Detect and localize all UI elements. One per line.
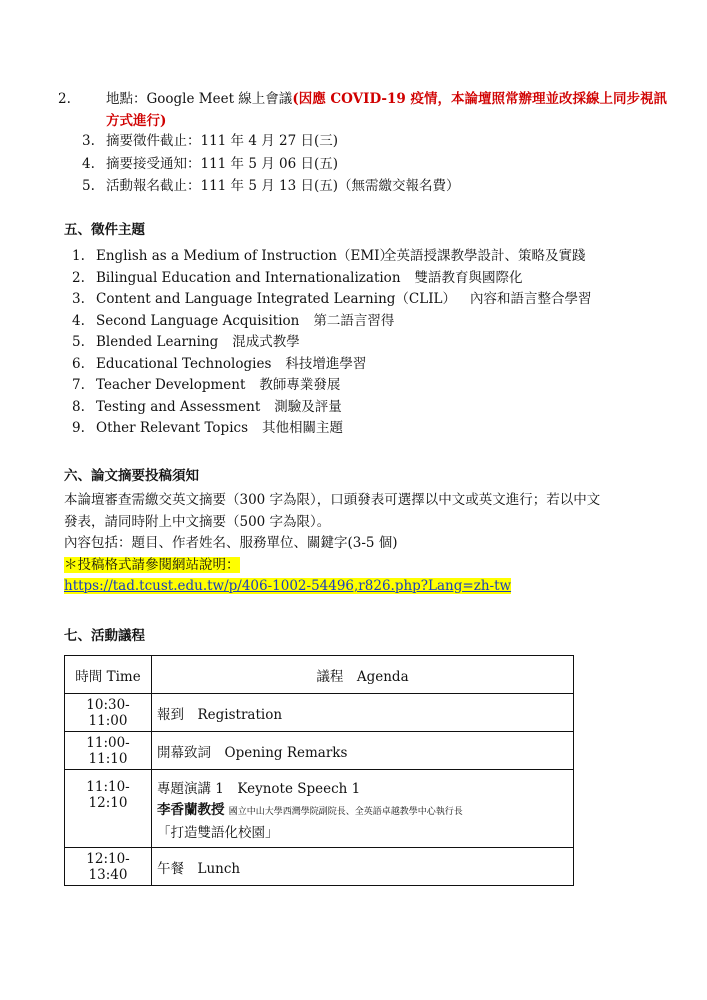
speech-title: 「打造雙語化校園」 bbox=[157, 825, 279, 841]
topic-item bbox=[72, 375, 692, 397]
table-row bbox=[65, 770, 574, 848]
table-header-row bbox=[65, 656, 574, 694]
topic-item bbox=[72, 311, 692, 333]
row-agenda: 報到 Registration bbox=[152, 694, 574, 732]
row-time: 12:10-13:40 bbox=[65, 848, 152, 886]
list-number: 1. bbox=[72, 248, 85, 264]
topic-zh: 其他相關主題 bbox=[262, 420, 344, 436]
list-number: 6. bbox=[72, 355, 85, 372]
topic-en: Blended Learning bbox=[96, 334, 219, 350]
list-number: 3. bbox=[82, 133, 95, 149]
instruction-line: 發表，請同時附上中文摘要（500 字為限）。 bbox=[64, 513, 331, 530]
list-number: 2. bbox=[58, 91, 71, 107]
section-heading-agenda: 七、活動議程 bbox=[64, 628, 145, 644]
row-agenda: 開幕致詞 Opening Remarks bbox=[152, 732, 574, 770]
agenda-table bbox=[64, 655, 574, 886]
topic-item bbox=[72, 246, 666, 268]
topic-item bbox=[72, 418, 692, 440]
row-agenda: 午餐 Lunch bbox=[152, 848, 574, 886]
list-number: 3. bbox=[72, 291, 85, 307]
submission-link[interactable]: https://tad.tcust.edu.tw/p/406-1002-54496,r826.php?Lang=zh-tw bbox=[64, 578, 512, 594]
topic-en: Content and Language Integrated Learning（CLIL） bbox=[96, 291, 456, 307]
format-note: ＊投稿格式請參閱網站說明： bbox=[64, 556, 240, 573]
submission-instructions bbox=[64, 490, 664, 598]
speaker-affiliation: 國立中山大學西灣學院副院長、全英語卓越教學中心執行長 bbox=[228, 807, 463, 817]
topic-item bbox=[72, 268, 692, 290]
row-time: 11:10-12:10 bbox=[65, 770, 152, 848]
list-item bbox=[82, 130, 676, 153]
header-time: 時間 Time bbox=[65, 656, 152, 694]
topic-zh: 雙語教育與國際化 bbox=[414, 269, 523, 286]
list-item bbox=[82, 175, 682, 198]
list-number: 5. bbox=[82, 178, 95, 194]
topic-item bbox=[72, 354, 692, 376]
list-number: 8. bbox=[72, 398, 85, 415]
row-time: 11:00-11:10 bbox=[65, 732, 152, 770]
list-text: 活動報名截止：111 年 5 月 13 日(五)（無需繳交報名費） bbox=[106, 178, 460, 194]
venue-text: 地點：Google Meet 線上會議 bbox=[106, 91, 293, 107]
list-text: 摘要接受通知：111 年 5 月 06 日(五) bbox=[106, 155, 339, 172]
topics-list bbox=[72, 246, 692, 440]
covid-note: (因應 COVID-19 疫情，本論壇照常辦理並改採線上同步視訊方式進行) bbox=[106, 91, 668, 129]
topic-en: English as a Medium of Instruction（EMI） bbox=[96, 248, 393, 264]
topic-en: Testing and Assessment bbox=[96, 398, 261, 415]
speaker-name: 李香蘭教授 bbox=[157, 802, 225, 818]
topic-zh: 全英語授課教學設計、策略及實踐 bbox=[383, 248, 586, 264]
header-agenda: 議程 Agenda bbox=[152, 656, 574, 694]
list-number: 2. bbox=[72, 269, 85, 286]
topic-en: Educational Technologies bbox=[96, 355, 272, 372]
section-heading-topics: 五、徵件主題 bbox=[64, 222, 145, 238]
content-requirements: 內容包括：題目、作者姓名、服務單位、關鍵字(3-5 個) bbox=[64, 535, 398, 551]
row-agenda-cell bbox=[152, 770, 574, 848]
list-number: 9. bbox=[72, 420, 85, 436]
row-agenda: 專題演講 1 Keynote Speech 1 bbox=[157, 781, 361, 797]
event-info-list bbox=[58, 88, 682, 132]
topic-zh: 測驗及評量 bbox=[274, 398, 342, 415]
list-number: 5. bbox=[72, 334, 85, 350]
table-row bbox=[65, 732, 574, 770]
list-text: 摘要徵件截止：111 年 4 月 27 日(三) bbox=[106, 133, 339, 149]
topic-zh: 內容和語言整合學習 bbox=[470, 291, 592, 307]
topic-item bbox=[72, 332, 692, 354]
topic-en: Second Language Acquisition bbox=[96, 312, 300, 329]
table-row bbox=[65, 848, 574, 886]
topic-zh: 混成式教學 bbox=[232, 334, 300, 350]
list-item bbox=[82, 153, 682, 176]
topic-zh: 教師專業發展 bbox=[259, 377, 341, 393]
topic-en: Bilingual Education and Internationalization bbox=[96, 269, 401, 286]
row-time: 10:30-11:00 bbox=[65, 694, 152, 732]
section-heading-submission: 六、論文摘要投稿須知 bbox=[64, 468, 199, 484]
list-item bbox=[58, 88, 676, 132]
instruction-line: 本論壇審查需繳交英文摘要（300 字為限），口頭發表可選擇以中文或英文進行；若以中文 bbox=[64, 492, 601, 508]
table-row bbox=[65, 694, 574, 732]
topic-item bbox=[72, 397, 692, 419]
topic-item bbox=[72, 289, 692, 311]
list-number: 7. bbox=[72, 377, 85, 393]
topic-zh: 第二語言習得 bbox=[313, 312, 395, 329]
list-number: 4. bbox=[82, 155, 95, 172]
topic-en: Other Relevant Topics bbox=[96, 420, 249, 436]
topic-en: Teacher Development bbox=[96, 377, 246, 393]
dates-list bbox=[82, 130, 682, 198]
topic-zh: 科技增進學習 bbox=[285, 355, 367, 372]
list-number: 4. bbox=[72, 312, 85, 329]
